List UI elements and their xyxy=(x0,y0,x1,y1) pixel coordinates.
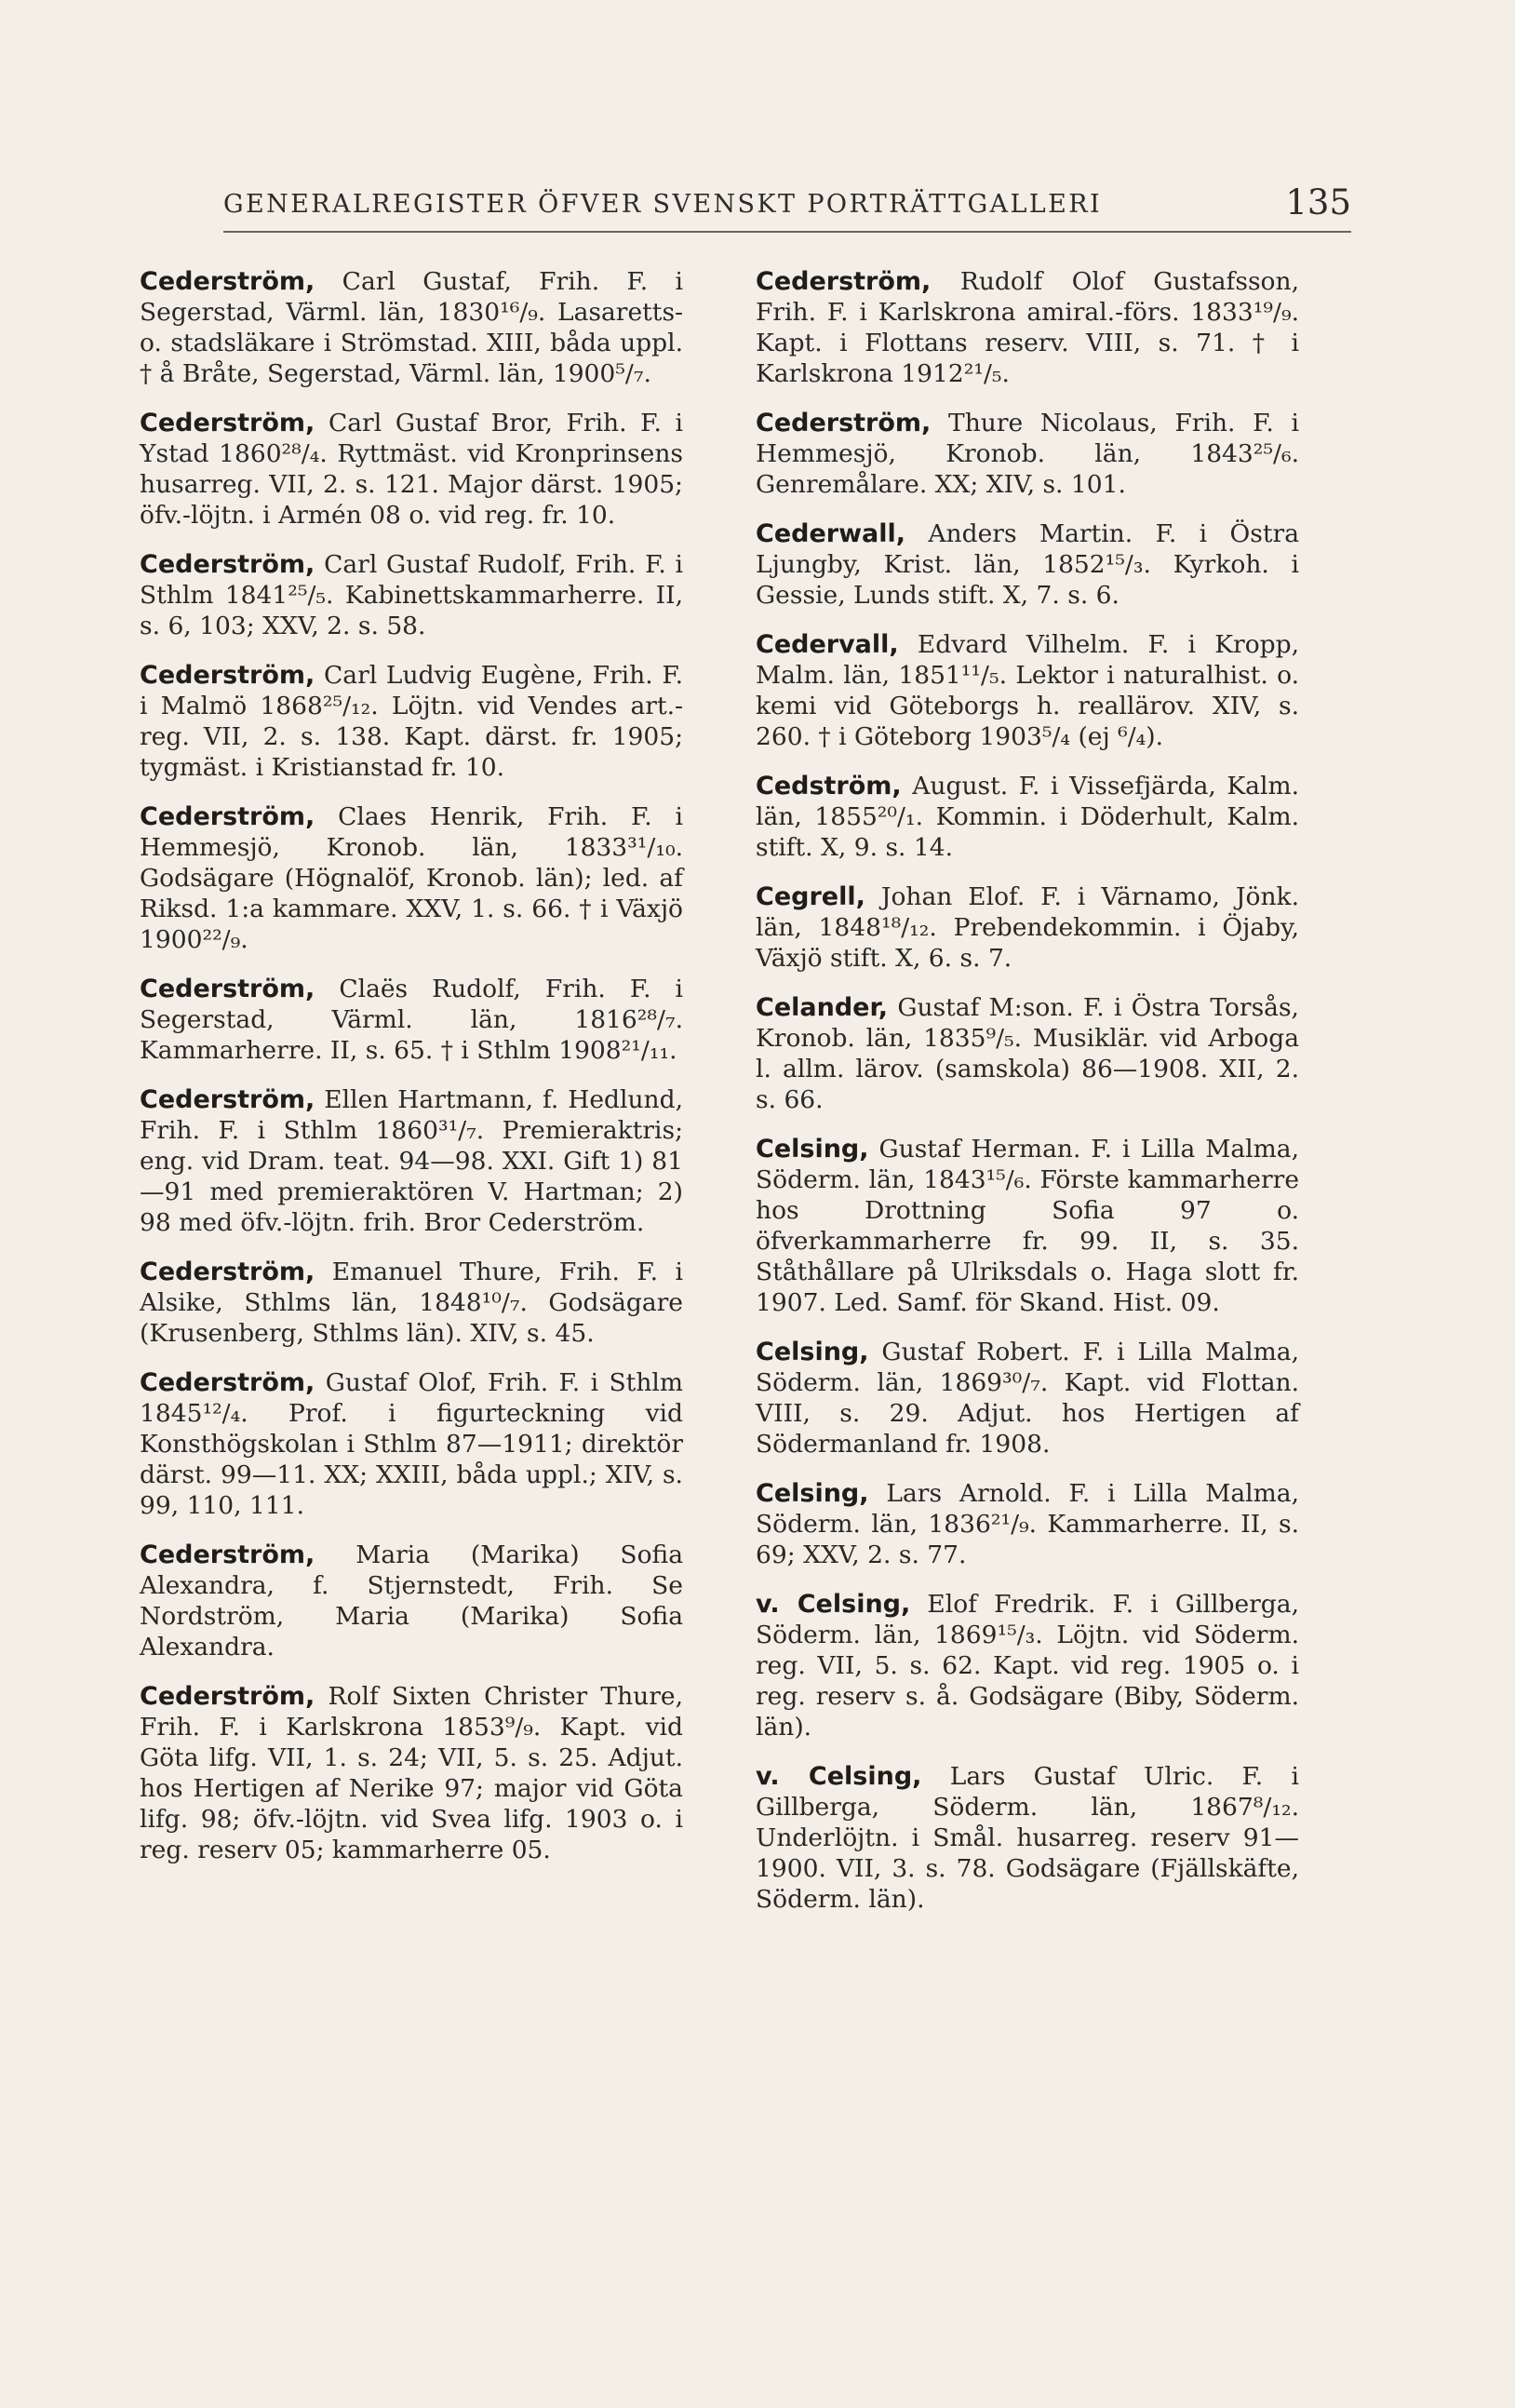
entry-details: Gustaf Olof, Frih. F. i Sthlm 1845¹²/₄. Prof. i figurteckning vid Konsthögskolan i Sthlm 87—1911; direktör därst. 99—11. XX; XXIII, båda uppl.; XIV, s. 99, 110, 111. xyxy=(140,1368,683,1520)
entry-details: Lars Arnold. F. i Lilla Malma, Söderm. län, 1836²¹/₉. Kammarherre. II, s. 69; XXV, 2. s. 77. xyxy=(756,1479,1299,1569)
register-entry xyxy=(756,629,1299,752)
register-entry xyxy=(140,1257,683,1349)
register-entry xyxy=(140,266,683,389)
entry-details: Carl Gustaf Rudolf, Frih. F. i Sthlm 1841²⁵/₅. Kabinettskammarherre. II, s. 6, 103; XXV, 2. s. 58. xyxy=(140,550,683,640)
entry-details: Carl Ludvig Eugène, Frih. F. i Malmö 1868²⁵/₁₂. Löjtn. vid Vendes art.-reg. VII, 2. s. 138. Kapt. därst. fr. 1905; tygmäst. i Kristianstad fr. 10. xyxy=(140,661,683,782)
entry-details: Carl Gustaf, Frih. F. i Segerstad, Värml. län, 1830¹⁶/₉. Lasaretts- o. stadsläkare i Strömstad. XIII, båda uppl. † å Bråte, Segerstad, Värml. län, 1900⁵/₇. xyxy=(140,267,683,388)
entry-surname: Cedström, xyxy=(756,772,902,800)
entry-surname: Cederström, xyxy=(140,409,315,437)
entry-details: Ellen Hartmann, f. Hedlund, Frih. F. i Sthlm 1860³¹/₇. Premieraktris; eng. vid Dram. teat. 94—98. XXI. Gift 1) 81—91 med premieraktören V. Hartman; 2) 98 med öfv.-löjtn. frih. Bror Cederström. xyxy=(140,1085,683,1237)
register-entry xyxy=(140,549,683,641)
entry-surname: Cederström, xyxy=(140,975,315,1003)
entry-details: Johan Elof. F. i Värnamo, Jönk. län, 1848¹⁸/₁₂. Prebendekommin. i Öjaby, Växjö stift. X, 6. s. 7. xyxy=(756,882,1299,973)
register-entry xyxy=(756,771,1299,863)
entry-surname: v. Celsing, xyxy=(756,1590,911,1619)
register-entry xyxy=(756,1589,1299,1742)
entry-surname: v. Celsing, xyxy=(756,1762,922,1791)
entry-details: Rolf Sixten Christer Thure, Frih. F. i Karlskrona 1853⁹/₉. Kapt. vid Göta lifg. VII, 1. s. 24; VII, 5. s. 25. Adjut. hos Hertigen af Nerike 97; major vid Göta lifg. 98; öfv.-löjtn. vid Svea lifg. 1903 o. i reg. reserv 05; kammarherre 05. xyxy=(140,1682,683,1864)
register-entry xyxy=(756,1134,1299,1318)
entry-surname: Cederström, xyxy=(140,1540,315,1569)
register-entry xyxy=(140,660,683,783)
register-entry xyxy=(756,1337,1299,1460)
entry-surname: Cederström, xyxy=(756,267,932,296)
entry-details: Emanuel Thure, Frih. F. i Alsike, Sthlms län, 1848¹⁰/₇. Godsägare (Krusenberg, Sthlms län). XIV, s. 45. xyxy=(140,1258,683,1348)
entry-surname: Celsing, xyxy=(756,1135,869,1164)
entry-details: Claes Henrik, Frih. F. i Hemmesjö, Kronob. län, 1833³¹/₁₀. Godsägare (Högnalöf, Kronob. län); led. af Riksd. 1:a kammare. XXV, 1. s. 66. † i Växjö 1900²²/₉. xyxy=(140,802,683,954)
entry-surname: Cederström, xyxy=(140,1682,315,1711)
running-head: GENERALREGISTER ÖFVER SVENSKT PORTRÄTTGALLERI xyxy=(223,190,1103,219)
entry-surname: Celander, xyxy=(756,993,889,1022)
entry-surname: Cederström, xyxy=(140,661,315,690)
register-entry xyxy=(140,1540,683,1662)
entry-surname: Cederström, xyxy=(140,1085,315,1114)
entry-surname: Cederström, xyxy=(140,1258,315,1286)
right-column xyxy=(756,266,1299,1933)
register-entry xyxy=(756,1761,1299,1915)
entry-details: Elof Fredrik. F. i Gillberga, Söderm. län, 1869¹⁵/₃. Löjtn. vid Söderm. reg. VII, 5. s. 62. Kapt. vid reg. 1905 o. i reg. reserv s. å. Godsägare (Biby, Söderm. län). xyxy=(756,1590,1299,1742)
page-number: 135 xyxy=(1285,182,1351,222)
entry-surname: Cegrell, xyxy=(756,882,865,911)
entry-details: Carl Gustaf Bror, Frih. F. i Ystad 1860²⁸/₄. Ryttmäst. vid Kronprinsens husarreg. VII, 2. s. 121. Major därst. 1905; öfv.-löjtn. i Armén 08 o. vid reg. fr. 10. xyxy=(140,409,683,530)
entry-details: Gustaf Herman. F. i Lilla Malma, Söderm. län, 1843¹⁵/₆. Förste kammarherre hos Drottning Sofia 97 o. öfverkammarherre fr. 99. II, s. 35. Ståthållare på Ulriksdals o. Haga slott fr. 1907. Led. Samf. för Skand. Hist. 09. xyxy=(756,1135,1299,1317)
register-entry xyxy=(756,992,1299,1115)
register-entry xyxy=(140,801,683,955)
register-entry xyxy=(756,881,1299,974)
register-entry xyxy=(140,1084,683,1238)
entry-details: Maria (Marika) Sofia Alexandra, f. Stjernstedt, Frih. Se Nordström, Maria (Marika) Sofia Alexandra. xyxy=(140,1540,683,1661)
entry-details: Gustaf M:son. F. i Östra Torsås, Kronob. län, 1835⁹/₅. Musiklär. vid Arboga l. allm. lärov. (samskola) 86—1908. XII, 2. s. 66. xyxy=(756,993,1299,1114)
entry-surname: Celsing, xyxy=(756,1338,869,1366)
entry-surname: Cederström, xyxy=(140,550,315,579)
register-entry xyxy=(756,1478,1299,1570)
entry-surname: Cedervall, xyxy=(756,630,899,659)
entry-surname: Cederström, xyxy=(140,802,315,831)
entry-details: Rudolf Olof Gustafsson, Frih. F. i Karlskrona amiral.-förs. 1833¹⁹/₉. Kapt. i Flottans reserv. VIII, s. 71. † i Karlskrona 1912²¹/₅. xyxy=(756,267,1299,388)
entry-surname: Celsing, xyxy=(756,1479,869,1508)
left-column xyxy=(140,266,683,1884)
register-entry xyxy=(756,408,1299,500)
register-entry xyxy=(756,518,1299,611)
entry-details: August. F. i Vissefjärda, Kalm. län, 1855²⁰/₁. Kommin. i Döderhult, Kalm. stift. X, 9. s. 14. xyxy=(756,772,1299,862)
entry-surname: Cederström, xyxy=(756,409,932,437)
entry-details: Claës Rudolf, Frih. F. i Segerstad, Värml. län, 1816²⁸/₇. Kammarherre. II, s. 65. † i Sthlm 1908²¹/₁₁. xyxy=(140,975,683,1065)
entry-surname: Cederwall, xyxy=(756,519,906,548)
register-entry xyxy=(140,974,683,1066)
register-entry xyxy=(140,1367,683,1521)
entry-details: Lars Gustaf Ulric. F. i Gillberga, Söderm. län, 1867⁸/₁₂. Underlöjtn. i Smål. husarreg. reserv 91—1900. VII, 3. s. 78. Godsägare (Fjällskäfte, Söderm. län). xyxy=(756,1762,1299,1914)
entry-details: Thure Nicolaus, Frih. F. i Hemmesjö, Kronob. län, 1843²⁵/₆. Genremålare. XX; XIV, s. 101. xyxy=(756,409,1299,499)
entry-surname: Cederström, xyxy=(140,1368,315,1397)
register-entry xyxy=(756,266,1299,389)
register-entry xyxy=(140,408,683,531)
entry-details: Edvard Vilhelm. F. i Kropp, Malm. län, 1851¹¹/₅. Lektor i naturalhist. o. kemi vid Göteborgs h. reallärov. XIV, s. 260. † i Göteborg 1903⁵/₄ (ej ⁶/₄). xyxy=(756,630,1299,751)
entry-details: Anders Martin. F. i Östra Ljungby, Krist. län, 1852¹⁵/₃. Kyrkoh. i Gessie, Lunds stift. X, 7. s. 6. xyxy=(756,519,1299,610)
entry-details: Gustaf Robert. F. i Lilla Malma, Söderm. län, 1869³⁰/₇. Kapt. vid Flottan. VIII, s. 29. Adjut. hos Hertigen af Södermanland fr. 1908. xyxy=(756,1338,1299,1459)
register-entry xyxy=(140,1681,683,1865)
page-header xyxy=(223,182,1351,238)
entry-surname: Cederström, xyxy=(140,267,315,296)
header-rule xyxy=(223,231,1351,233)
